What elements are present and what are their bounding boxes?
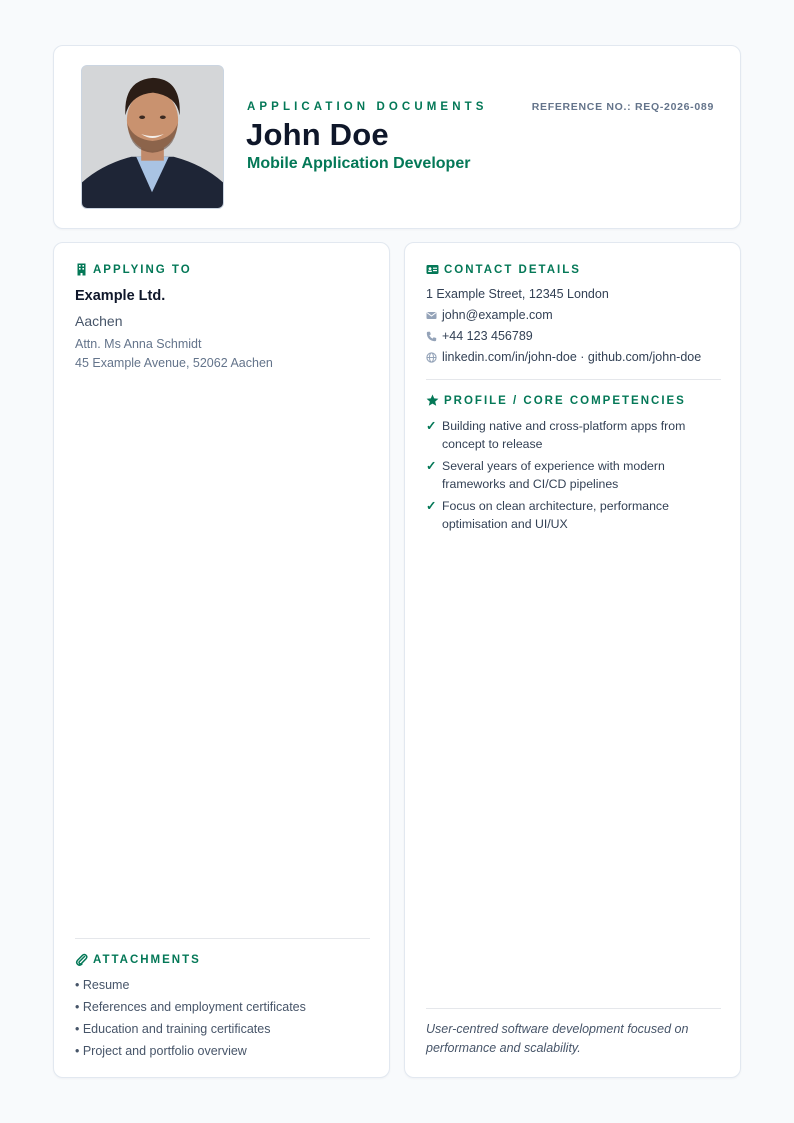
- mail-icon: [426, 310, 437, 321]
- list-item: ✓ Several years of experience with modern frameworks and CI/CD pipelines: [426, 459, 665, 491]
- document-kicker: APPLICATION DOCUMENTS: [247, 101, 488, 113]
- contact-title: CONTACT DETAILS: [444, 263, 581, 276]
- company-city: Aachen: [75, 313, 123, 329]
- attachments-heading: [75, 953, 201, 966]
- list-item: • References and employment certificates: [75, 1000, 306, 1014]
- company-address: 45 Example Avenue, 52062 Aachen: [75, 356, 273, 370]
- contact-web-text: linkedin.com/in/john-doe · github.com/john-doe: [442, 350, 702, 364]
- applying-to-title: APPLYING TO: [93, 263, 192, 276]
- globe-icon: [426, 352, 437, 363]
- list-item: ✓ Building native and cross-platform apps from concept to release: [426, 419, 686, 451]
- company-name: Example Ltd.: [75, 288, 166, 304]
- contact-phone-text: +44 123 456789: [442, 329, 533, 343]
- attachments-title: ATTACHMENTS: [93, 953, 201, 966]
- divider: [426, 379, 721, 380]
- applying-to-card: [53, 242, 390, 1078]
- competencies-list: [426, 417, 726, 537]
- contact-email[interactable]: [426, 308, 553, 322]
- list-item: ✓ Focus on clean architecture, performance optimisation and UI/UX: [426, 499, 669, 531]
- profile-heading: [426, 394, 686, 407]
- check-icon: ✓: [426, 459, 437, 473]
- applying-to-heading: [75, 263, 192, 276]
- contact-address: [426, 287, 609, 301]
- profile-title: PROFILE / CORE COMPETENCIES: [444, 394, 686, 407]
- list-item: • Education and training certificates: [75, 1022, 271, 1036]
- star-icon: [426, 394, 439, 407]
- contact-address-text: 1 Example Street, 12345 London: [426, 287, 609, 301]
- contact-email-text: john@example.com: [442, 308, 553, 322]
- header-card: [53, 45, 741, 229]
- summary-text: User-centred software development focused on performance and scalability.: [426, 1022, 689, 1055]
- check-icon: ✓: [426, 419, 437, 433]
- phone-icon: [426, 331, 437, 342]
- contact-phone[interactable]: [426, 329, 533, 343]
- applicant-role: Mobile Application Developer: [247, 155, 471, 172]
- contact-heading: [426, 263, 581, 276]
- id-card-icon: [426, 263, 439, 276]
- paperclip-icon: [75, 953, 88, 966]
- list-item: • Resume: [75, 978, 130, 992]
- attention-line: Attn. Ms Anna Schmidt: [75, 337, 202, 351]
- contact-web[interactable]: [426, 350, 701, 364]
- check-icon: ✓: [426, 499, 437, 513]
- divider: [75, 938, 370, 939]
- reference-number: REFERENCE NO.: REQ-2026-089: [531, 101, 714, 113]
- divider: [426, 1008, 721, 1009]
- contact-profile-card: [404, 242, 741, 1078]
- list-item: • Project and portfolio overview: [75, 1044, 247, 1058]
- building-icon: [75, 263, 88, 276]
- applicant-name: John Doe: [246, 117, 389, 152]
- attachments-list: [75, 977, 306, 1065]
- profile-photo: [81, 65, 224, 209]
